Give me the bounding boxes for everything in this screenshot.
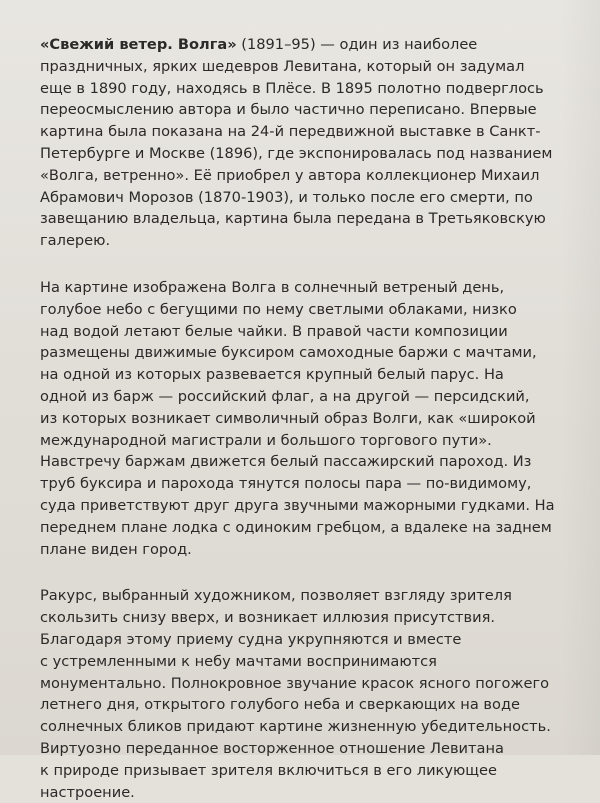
paragraph-composition: Ракурс, выбранный художником, позволяет взгляду зрителя скользить снизу вверх, и возникает иллюзия присутствия. Благодаря этому приему судна укрупняются и вместе с устремленными к небу мачтами воспринимаются монументально. Полнокровное звучание красок ясного погожего летнего дня, открытого голубого неба и сверкающих на воде солнечных бликов придают картине жизненную убедительность. Виртуозно переданное восторженное отношение Левитана к природе призывает зрителя включиться в его ликующее настроение. (40, 587, 551, 801)
paragraph-description: На картине изображена Волга в солнечный ветреный день, голубое небо с бегущими по нему светлыми облаками, низко над водой летают белые чайки. В правой части композиции размещены движимые буксиром самоходные баржи с мачтами, на одной из которых развевается крупный белый парус. На одной из барж — российский флаг, а на другой — персидский, из которых возникает символичный образ Волги, как «широкой международной магистрали и большого торгового пути». Навстречу баржам движется белый пассажирский пароход. Из труб буксира и парохода тянутся полосы пара — по-видимому, суда приветствуют друг друга звучными мажорными гудками. На переднем плане лодка с одиноким гребцом, а вдалеке на заднем плане виден город. (40, 278, 555, 558)
edge-shadow (560, 0, 600, 755)
painting-title: «Свежий ветер. Волга» (40, 36, 237, 53)
paragraph-history-text: (1891–95) — один из наиболее праздничных, ярких шедевров Левитана, который он задумал еще в 1890 году, находясь в Плёсе. В 1895 полотно подверглось переосмыслению автора и было частично переписано. Впервые картина была показана на 24-й передвижной выставке в Санкт- Петербурге и Москве (1896), где экспонировалась под названием «Волга, ветренно». Её приобрел у автора коллекционер Михаил Абрамович Морозов (1870-1903), и только после его смерти, по завещанию владельца, картина была передана в Третьяковскую галерею. (40, 36, 553, 250)
paragraph-history (40, 34, 556, 252)
